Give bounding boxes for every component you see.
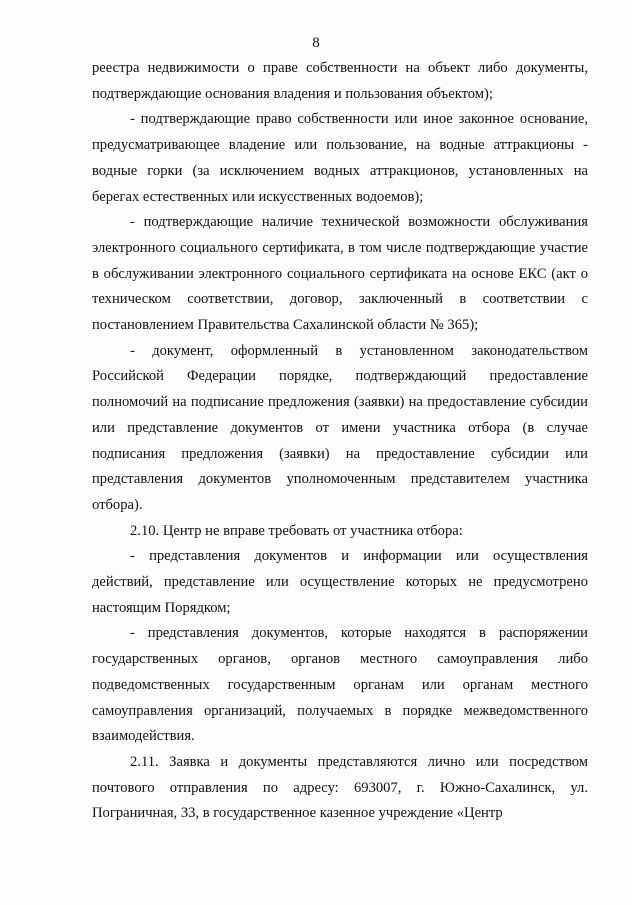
section-2-10-heading: 2.10. Центр не вправе требовать от участника отбора:	[130, 522, 463, 539]
paragraph-continuation: реестра недвижимости о праве собственности на объект либо документы, подтверждающие основания владения и пользования объектом);	[92, 60, 588, 102]
paragraph-no-extra-actions: - представления документов и информации или осуществления действий, представление или осуществление которых не предусмотрено настоящим Порядком;	[92, 548, 588, 616]
page-number: 8	[312, 35, 320, 51]
document-body	[92, 56, 588, 827]
paragraph-interagency-documents: - представления документов, которые находятся в распоряжении государственных органов, органов местного самоуправления либо подведомственных государственным органам или органам местного самоуправления организаций, получаемых в порядке межведомственного взаимодействия.	[92, 625, 588, 745]
paragraph-authority-document: - документ, оформленный в установленном законодательством Российской Федерации порядке, подтверждающий предоставление полномочий на подписание предложения (заявки) на предоставление субсидии или представление документов от имени участника отбора (в случае подписания предложения (заявки) на предоставление субсидии или представления документов уполномоченным представителем участника отбора).	[92, 342, 588, 513]
paragraph-technical-capability: - подтверждающие наличие технической возможности обслуживания электронного социального сертификата, в том числе подтверждающие участие в обслуживании электронного социального сертификата на основе ЕКС (акт о техническом соответствии, договор, заключенный в соответствии с постановлением Правительства Сахалинской области № 365);	[92, 214, 588, 334]
section-2-11-submission: 2.11. Заявка и документы представляются лично или посредством почтового отправления по адресу: 693007, г. Южно-Сахалинск, ул. Пограничная, 33, в государственное казенное учреждение «Центр	[92, 753, 588, 822]
paragraph-ownership-documents: - подтверждающие право собственности или иное законное основание, предусматривающее владение или пользование, на водные аттракционы - водные горки (за исключением водных аттракционов, установленных на берегах естественных или искусственных водоемов);	[92, 111, 588, 205]
